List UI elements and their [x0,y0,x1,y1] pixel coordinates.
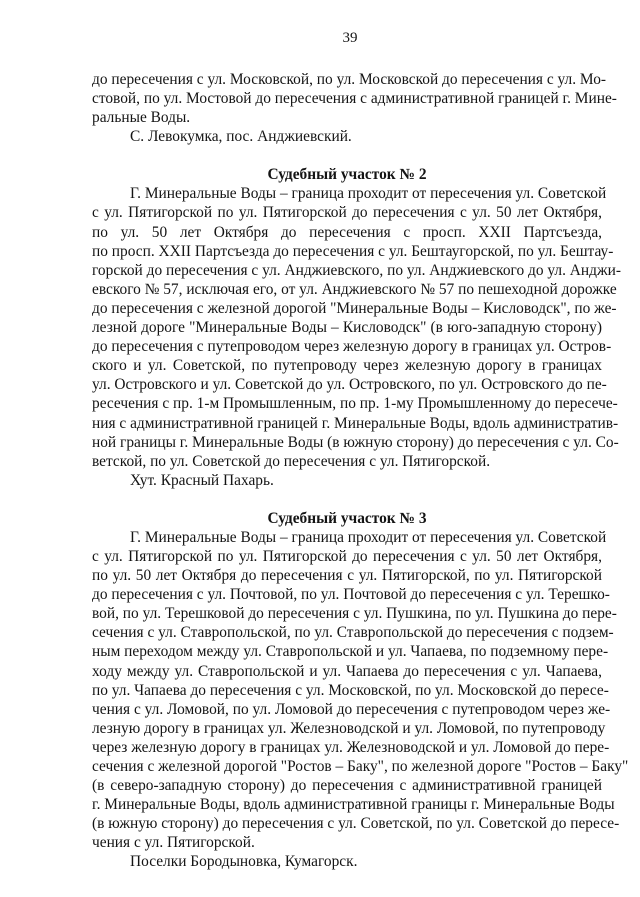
text-line: вой, по ул. Терешковой до пересечения с ул. Пушкина, по ул. Пушкина до пере- [92,605,617,623]
text-line: с ул. Пятигорской по ул. Пятигорской до пересечения с ул. 50 лет Октября, [92,204,602,222]
text-line: стовой, по ул. Мостовой до пересечения с административной границей г. Мине- [92,90,617,108]
text-line: по просп. XXII Партсъезда до пересечения с ул. Бештаугорской, по ул. Бештау- [92,242,614,260]
text-line: ния с административной границей г. Минеральные Воды, вдоль административ- [92,414,619,432]
settlements-line: Хут. Красный Пахарь. [130,471,274,489]
text-line: ральные Воды. [92,109,191,127]
document-page [92,28,629,872]
text-line: лезную дорогу в границах ул. Железноводской и ул. Ломовой, по путепроводу [92,719,606,737]
text-line: ным переходом между ул. Ставропольской и ул. Чапаева, по подземному пере- [92,643,609,661]
section-3-paragraph [92,528,629,872]
text-line: ной границы г. Минеральные Воды (в южную сторону) до пересечения с ул. Со- [92,433,619,451]
section-2-paragraph [92,184,621,490]
text-line: до пересечения с железной дорогой "Минеральные Воды – Кисловодск", по же- [92,299,617,317]
text-line: по ул. 50 лет Октября до пересечения с ул. Пятигорской, по ул. Пятигорской [92,567,602,585]
text-line: евского № 57, исключая его, от ул. Анджиевского № 57 по пешеходной дорожке [92,280,617,298]
text-line: лезной дороге "Минеральные Воды – Кисловодск" (в юго-западную сторону) [92,319,602,337]
text-line: ветской, по ул. Советской до пересечения с ул. Пятигорской. [92,452,491,470]
text-line: (в северо-западную сторону) до пересечения с административной границей [92,777,602,795]
text-line: чения с ул. Пятигорской. [92,834,255,852]
text-line: до пересечения с ул. Почтовой, по ул. Почтовой до пересечения с ул. Терешко- [92,586,610,604]
settlements-line: С. Левокумка, пос. Анджиевский. [130,128,352,146]
intro-paragraph [92,70,617,146]
text-line: горской до пересечения с ул. Анджиевского, по ул. Анджиевского до ул. Анджи- [92,261,621,279]
spacer [92,146,602,165]
text-line: до пересечения с путепроводом через железную дорогу в границах ул. Остров- [92,338,612,356]
settlements-line: Поселки Бородыновка, Кумагорск. [130,853,358,871]
text-line: чения с ул. Ломовой, по ул. Ломовой до пересечения с путепроводом через же- [92,700,611,718]
text-line: ского и ул. Советской, по путепроводу через железную дорогу в границах [92,357,602,375]
text-line: Г. Минеральные Воды – граница проходит от пересечения ул. Советской [130,528,607,546]
spacer [92,490,602,509]
section-heading: Судебный участок № 2 [267,166,427,184]
page-number: 39 [342,30,358,46]
text-line: Г. Минеральные Воды – граница проходит от пересечения ул. Советской [130,185,607,203]
text-line: ресечения с пр. 1-м Промышленным, по пр. 1-му Промышленному до пересече- [92,395,618,413]
text-line: сечения с ул. Ставропольской, по ул. Ставропольской до пересечения с подзем- [92,624,614,642]
text-line: до пересечения с ул. Московской, по ул. Московской до пересечения с ул. Мо- [92,71,607,88]
text-line: по ул. Чапаева до пересечения с ул. Московской, по ул. Московской до пересе- [92,681,609,699]
text-line: ходу между ул. Ставропольской и ул. Чапаева до пересечения с ул. Чапаева, [92,662,602,680]
text-line: с ул. Пятигорской по ул. Пятигорской до пересечения с ул. 50 лет Октября, [92,547,602,565]
section-heading: Судебный участок № 3 [267,509,427,527]
text-line: через железную дорогу в границах ул. Железноводской и ул. Ломовой до пере- [92,738,610,756]
text-line: ул. Островского и ул. Советской до ул. Островского, по ул. Островского до пе- [92,376,607,394]
text-line: (в южную сторону) до пересечения с ул. Советской, по ул. Советской до пересе- [92,815,620,833]
text-line: по ул. 50 лет Октября до пересечения с просп. XXII Партсъезда, [92,223,602,241]
text-line: сечения с железной дорогой "Ростов – Баку", по железной дороге "Ростов – Баку" [92,758,629,775]
text-line: г. Минеральные Воды, вдоль административной границы г. Минеральные Воды [92,796,615,814]
